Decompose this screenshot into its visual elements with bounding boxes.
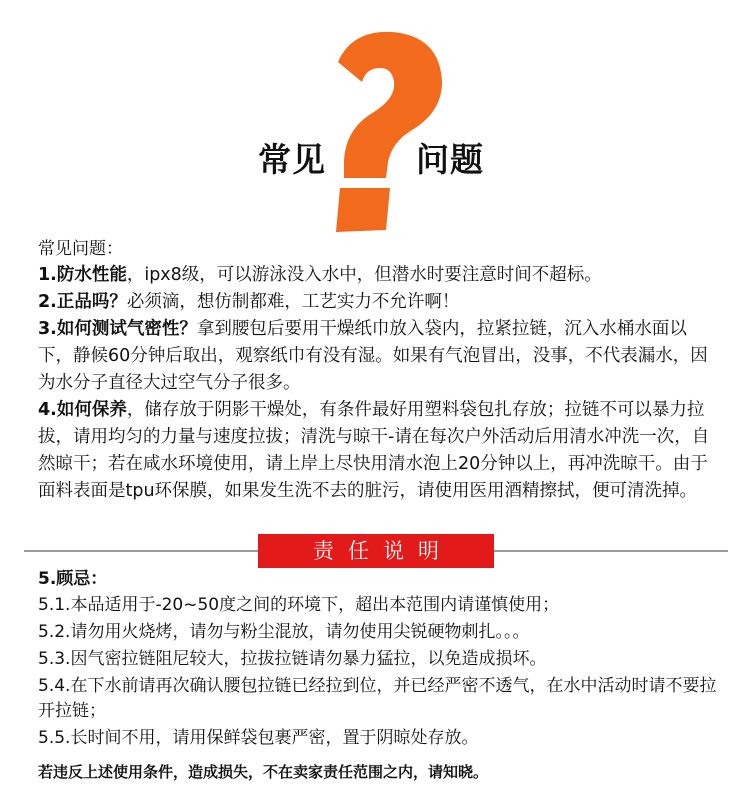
notes-section [38, 566, 728, 783]
responsibility-banner: 责任说明 [258, 534, 494, 568]
note-item: 5.5.长时间不用，请用保鲜袋包裹严密，置于阴晾处存放。 [38, 728, 479, 748]
question-mark-icon [0, 0, 750, 240]
notes-title: 5.顾忌： [38, 569, 108, 589]
faq-item-title: 2.正品吗？ [38, 292, 127, 312]
note-item: 5.3.因气密拉链阻尼较大，拉拔拉链请勿暴力猛拉，以免造成损坏。 [38, 649, 547, 669]
note-item: 5.2.请勿用火烧烤，请勿与粉尘混放，请勿使用尖锐硬物刺扎。。。 [38, 622, 530, 642]
faq-item-body: 必须滴，想仿制都难，工艺实力不允许啊！ [126, 292, 460, 312]
faq-item [38, 397, 718, 505]
faq-item-body: ，储存放于阴影干燥处，有条件最好用塑料袋包扎存放；拉链不可以暴力拉拔，请用均匀的力量与速度拉拔；清洗与晾干-请在每次户外活动后用清水冲洗一次，自然晾干；若在咸水环境使用，请上岸上尽快用清水泡上20分钟以上，再冲洗晾干。由于面料表面是tpu环保膜，如果发生洗不去的脏污，请使用医用酒精擦拭，便可清洗掉。 [38, 400, 710, 501]
faq-item [38, 289, 718, 316]
faq-section [38, 236, 718, 505]
faq-item-body: ，ipx8级，可以游泳没入水中，但潜水时要注意时间不超标。 [126, 265, 602, 285]
faq-header [0, 0, 750, 240]
faq-intro: 常见问题： [38, 239, 123, 259]
faq-item-title: 1.防水性能 [38, 265, 127, 285]
faq-item [38, 316, 718, 397]
note-item: 5.4.在下水前请再次确认腰包拉链已经拉到位，并已经严密不透气，在水中活动时请不要拉开拉链； [38, 676, 717, 721]
note-item: 5.1.本品适用于-20~50度之间的环境下，超出本范围内请谨慎使用； [38, 595, 560, 615]
faq-item-title: 4.如何保养 [38, 400, 127, 420]
faq-item-body: 拿到腰包后要用干燥纸巾放入袋内，拉紧拉链，沉入水桶水面以下，静候60分钟后取出，观察纸巾有没有湿。如果有气泡冒出，没事，不代表漏水，因为水分子直径大过空气分子很多。 [38, 319, 708, 393]
faq-item [38, 262, 718, 289]
liability-warning: 若违反上述使用条件，造成损失，不在卖家责任范围之内，请知晓。 [38, 763, 489, 781]
faq-item-title: 3.如何测试气密性？ [38, 319, 197, 339]
header-text-right: 问题 [416, 140, 484, 179]
header-text-left: 常见 [258, 140, 326, 179]
